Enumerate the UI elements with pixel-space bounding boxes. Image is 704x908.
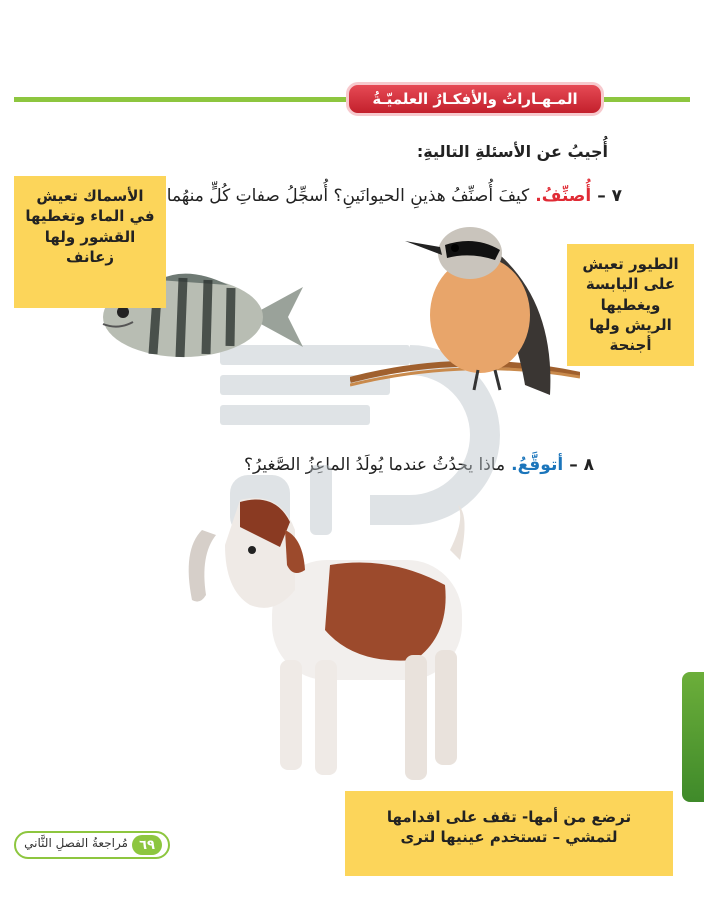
page-number: ٦٩ (132, 835, 162, 855)
side-tab (682, 672, 704, 802)
bird-icon (350, 215, 580, 410)
instruction-text: أُجيبُ عن الأسئلةِ التاليةِ: (416, 142, 608, 161)
goat-icon (180, 490, 480, 790)
header-rule-left (14, 97, 350, 102)
header-rule-right (602, 97, 690, 102)
question-8-number: ٨ – (569, 455, 594, 475)
section-banner: المـهـاراتُ والأفكـارُ العلميّـةُ (346, 82, 604, 116)
question-8-verb: أتوقَّعُ. (511, 455, 564, 475)
question-7-text: كيفَ أُصنِّفُ هذينِ الحيوانَينِ؟ أُسجِّلُ صفاتِ كُلٍّ منهُما (166, 186, 530, 206)
goat-answer-note: ترضع من أمها- تقف على اقدامها لتمشي – تستخدم عينيها لترى (345, 791, 673, 876)
bird-answer-note: الطيور تعيش على اليابسة ويغطيها الريش ولها أجنحة (567, 244, 694, 366)
question-8-text: ماذا يحدُثُ عندما يُولَدُ الماعِزُ الصَّغيرُ؟ (243, 455, 506, 475)
question-7-number: ٧ – (597, 186, 622, 206)
question-7-verb: أُصنِّفُ. (535, 186, 592, 206)
question-7 (167, 186, 622, 206)
fish-answer-note: الأسماك تعيش في الماء وتغطيها القشور ولها زعانف (14, 176, 166, 308)
chapter-label: مُراجعةُ الفصلِ الثَّاني (24, 836, 128, 850)
